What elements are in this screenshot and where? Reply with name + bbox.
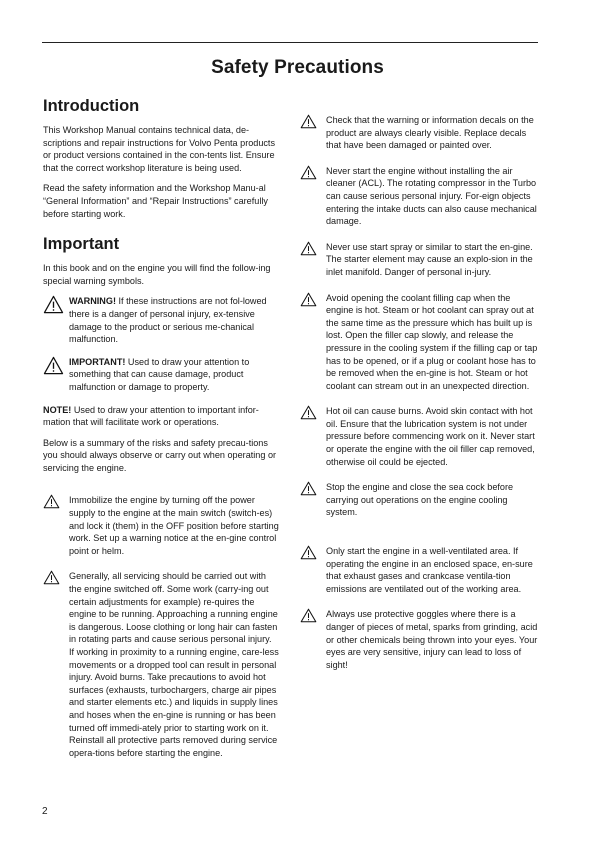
warning-triangle-icon: [300, 165, 326, 180]
warning-text: If these instructions are not fol-lowed there is a danger of personal injury, ex-tensive damage to the product or serious me-chanical malfunction.: [69, 296, 267, 345]
safety-item-text: Check that the warning or information decals on the product are always clearly visible. Replace decals that have been damaged or painted over.: [326, 115, 534, 151]
warning-triangle-icon: [300, 608, 326, 623]
safety-item-text: Immobilize the engine by turning off the power supply to the engine at the main switch (switch-es) and lock it (them) in the OFF position before starting work. Set up a warning notice at the en-gine control point or helm.: [69, 495, 279, 556]
warning-triangle-icon: [300, 405, 326, 420]
important-heading: Important: [43, 235, 120, 254]
warning-triangle-icon: [43, 570, 69, 585]
safety-item: [300, 545, 540, 595]
safety-item: [300, 241, 540, 279]
warning-triangle-icon: [300, 114, 326, 129]
important-label: IMPORTANT!: [69, 356, 126, 367]
safety-item-text: Never use start spray or similar to start the en-gine. The starter element may cause an explo-sion in the inlet manifold. Danger of personal in-jury.: [326, 241, 533, 277]
intro-paragraph-2: Read the safety information and the Workshop Manu-al “General Information” and “Repair Instructions” carefully before starting work.: [43, 183, 268, 219]
note-notice: [43, 404, 281, 429]
safety-item-text: Avoid opening the coolant filling cap when the engine is hot. Steam or hot coolant can spray out at the same time as the pressure which has built up is lost. Open the filler cap slowly, and release the pressure in the cooling system if the filling cap or tap has to be opened, or if a plug or coolant hose has to be removed when the en-gine is hot. Steam or hot coolant can stream out in an unexpected direction.: [326, 292, 538, 391]
page-title: Safety Precautions: [211, 57, 384, 78]
top-rule: [42, 42, 538, 43]
warning-triangle-icon: [43, 295, 69, 314]
safety-item: [300, 481, 540, 519]
warning-triangle-icon: [300, 481, 326, 496]
warning-label: WARNING!: [69, 296, 116, 307]
warning-triangle-icon: [300, 292, 326, 307]
left-column: [43, 96, 281, 772]
safety-item-text: Stop the engine and close the sea cock before carrying out operations on the engine cooling system.: [326, 482, 514, 518]
important-text: Used to draw your attention to something that can cause damage, product malfunction or damage to property.: [69, 356, 250, 392]
safety-item: [300, 292, 540, 393]
safety-item-text: Only start the engine in a well-ventilated area. If operating the engine in an enclosed space, en-sure that exhaust gases and crankcase ventila-tion emissions are ventilated out of the working area.: [326, 546, 533, 594]
safety-item: [300, 114, 540, 152]
safety-item: [43, 570, 281, 759]
right-column: [300, 114, 540, 684]
intro-paragraph-1: This Workshop Manual contains technical data, de-scriptions and repair instructions for Volvo Penta products or product versions contained in the con-tents list. Ensure that the correct workshop literature is being used.: [43, 125, 276, 173]
safety-item-text: Always use protective goggles where there is a danger of pieces of metal, sparks from grinding, acid or other chemicals being thrown into your eyes. Your eyes are very sensitive, injury can lead to loss of sight!: [326, 609, 538, 670]
safety-item: [300, 405, 540, 468]
warning-notice: [43, 295, 281, 345]
warning-triangle-icon: [300, 241, 326, 256]
summary-paragraph: Below is a summary of the risks and safety precau-tions you should always observe or carry out when operating or servicing the engine.: [43, 437, 277, 473]
safety-item-text: Hot oil can cause burns. Avoid skin contact with hot oil. Ensure that the lubrication system is not under pressure before commencing work on it. Never start or operate the engine with the oil filler cap removed, otherwise oil could be ejected.: [326, 406, 535, 467]
safety-item-text: Never start the engine without installing the air cleaner (ACL). The rotating compressor in the Turbo can cause serious personal injury. For-eign objects entering the intake ducts can also cause mechanical damage.: [326, 165, 537, 227]
warning-triangle-icon: [43, 494, 69, 509]
safety-item: [43, 494, 281, 557]
note-text: Used to draw your attention to important infor-mation that will facilitate work or operations.: [43, 404, 259, 428]
note-label: NOTE!: [43, 404, 72, 415]
warning-triangle-icon: [300, 545, 326, 560]
page-number: 2: [42, 806, 48, 817]
safety-item: [300, 608, 540, 671]
introduction-heading: Introduction: [43, 97, 140, 115]
safety-item: [300, 165, 540, 228]
warning-triangle-icon: [43, 356, 69, 375]
safety-item-text: Generally, all servicing should be carried out with the engine switched off. Some work (carry-ing out certain adjustments for example) re-quires the engine to be running. Approaching a running engine is dangerous. Loose clothing or long hair can fasten in rotating parts and cause serious personal injury. If working in proximity to a running engine, care-less movements or a dropped tool can result in personal injury. Avoid burns. Take precautions to avoid hot surfaces (exhausts, turbochargers, charge air pipes and starter elements etc.) and liquids in supply lines and hoses when the en-gine is running or has been turned off immedi-ately prior to starting work on it. Reinstall all protective parts removed during service opera-tions before starting the engine.: [69, 571, 279, 758]
important-notice: [43, 356, 281, 394]
important-intro: In this book and on the engine you will find the follow-ing special warning symbols.: [43, 263, 271, 286]
